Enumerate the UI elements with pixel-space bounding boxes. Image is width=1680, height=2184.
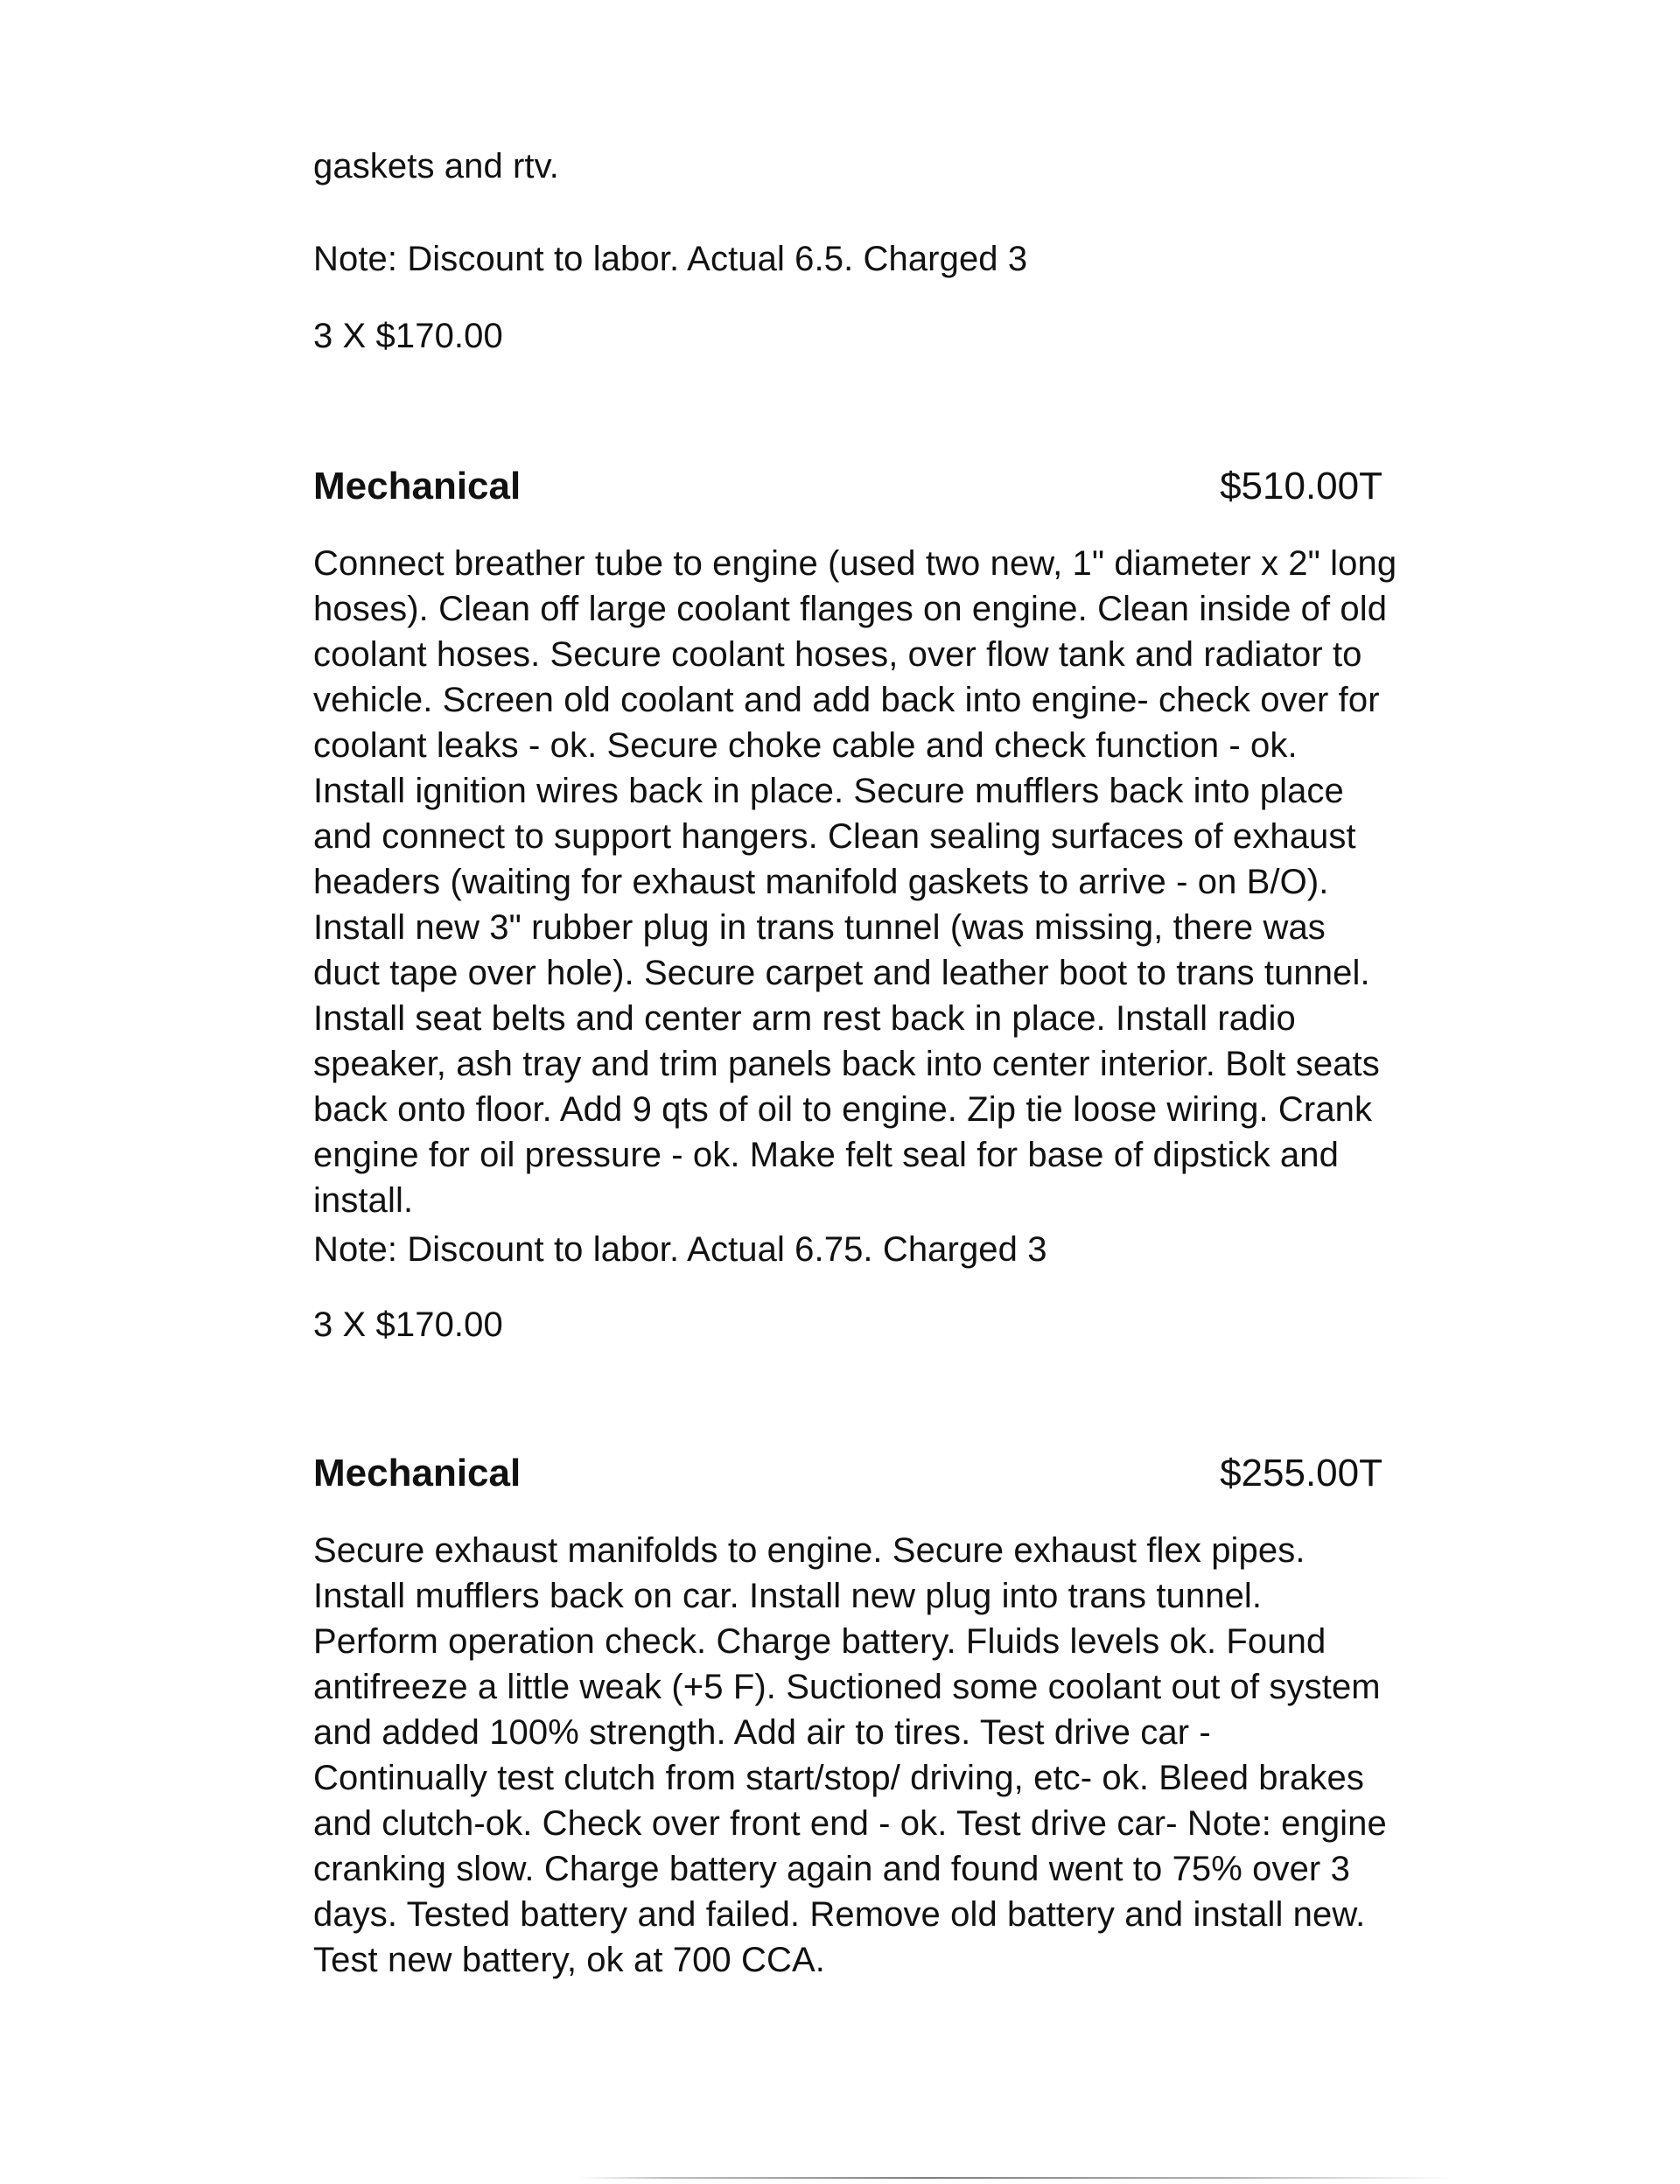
entry-2-category: Mechanical — [313, 1452, 522, 1494]
entry-2-amount: $255.00T — [1220, 1452, 1382, 1494]
scan-edge-line — [578, 2177, 1452, 2179]
entry-1-amount: $510.00T — [1220, 465, 1382, 508]
continuation-note: Note: Discount to labor. Actual 6.5. Charged 3 — [313, 240, 1028, 278]
entry-2-description: Secure exhaust manifolds to engine. Secure exhaust flex pipes. Install mufflers back on car. Install new plug into trans tunnel. Perform operation check. Charge battery. Fluids levels ok. Found antifreeze a little weak (+5 F). Suctioned some coolant out of system and added 100% strength. Add air to tires. Test drive car - Continually test clutch from start/stop/ driving, etc- ok. Bleed brakes and clutch-ok. Check over front end - ok. Test drive car- Note: engine cranking slow. Charge battery again and found went to 75% over 3 days. Tested battery and failed. Remove old battery and install new. Test new battery, ok at 700 CCA. — [313, 1531, 1387, 1979]
entry-2-heading — [313, 1447, 1382, 1500]
entry-1-heading — [313, 460, 1382, 513]
entry-1-note: Note: Discount to labor. Actual 6.75. Charged 3 — [313, 1230, 1047, 1269]
entry-1-category: Mechanical — [313, 465, 522, 508]
entry-1-rate: 3 X $170.00 — [313, 1306, 503, 1344]
continuation-rate: 3 X $170.00 — [313, 317, 503, 355]
entry-1-description: Connect breather tube to engine (used two new, 1" diameter x 2" long hoses). Clean off large coolant flanges on engine. Clean inside of old coolant hoses. Secure coolant hoses, over flow tank and radiator to vehicle. Screen old coolant and add back into engine- check over for coolant leaks - ok. Secure choke cable and check function - ok. Install ignition wires back in place. Secure mufflers back into place and connect to support hangers. Clean sealing surfaces of exhaust headers (waiting for exhaust manifold gaskets to arrive - on B/O). Install new 3" rubber plug in trans tunnel (was missing, there was duct tape over hole). Secure carpet and leather boot to trans tunnel. Install seat belts and center arm rest back in place. Install radio speaker, ash tray and trim panels back into center interior. Bolt seats back onto floor. Add 9 qts of oil to engine. Zip tie loose wiring. Crank engine for oil pressure - ok. Make felt seal for base of dipstick and install. — [313, 544, 1397, 1220]
continuation-text: gaskets and rtv. — [313, 147, 559, 186]
